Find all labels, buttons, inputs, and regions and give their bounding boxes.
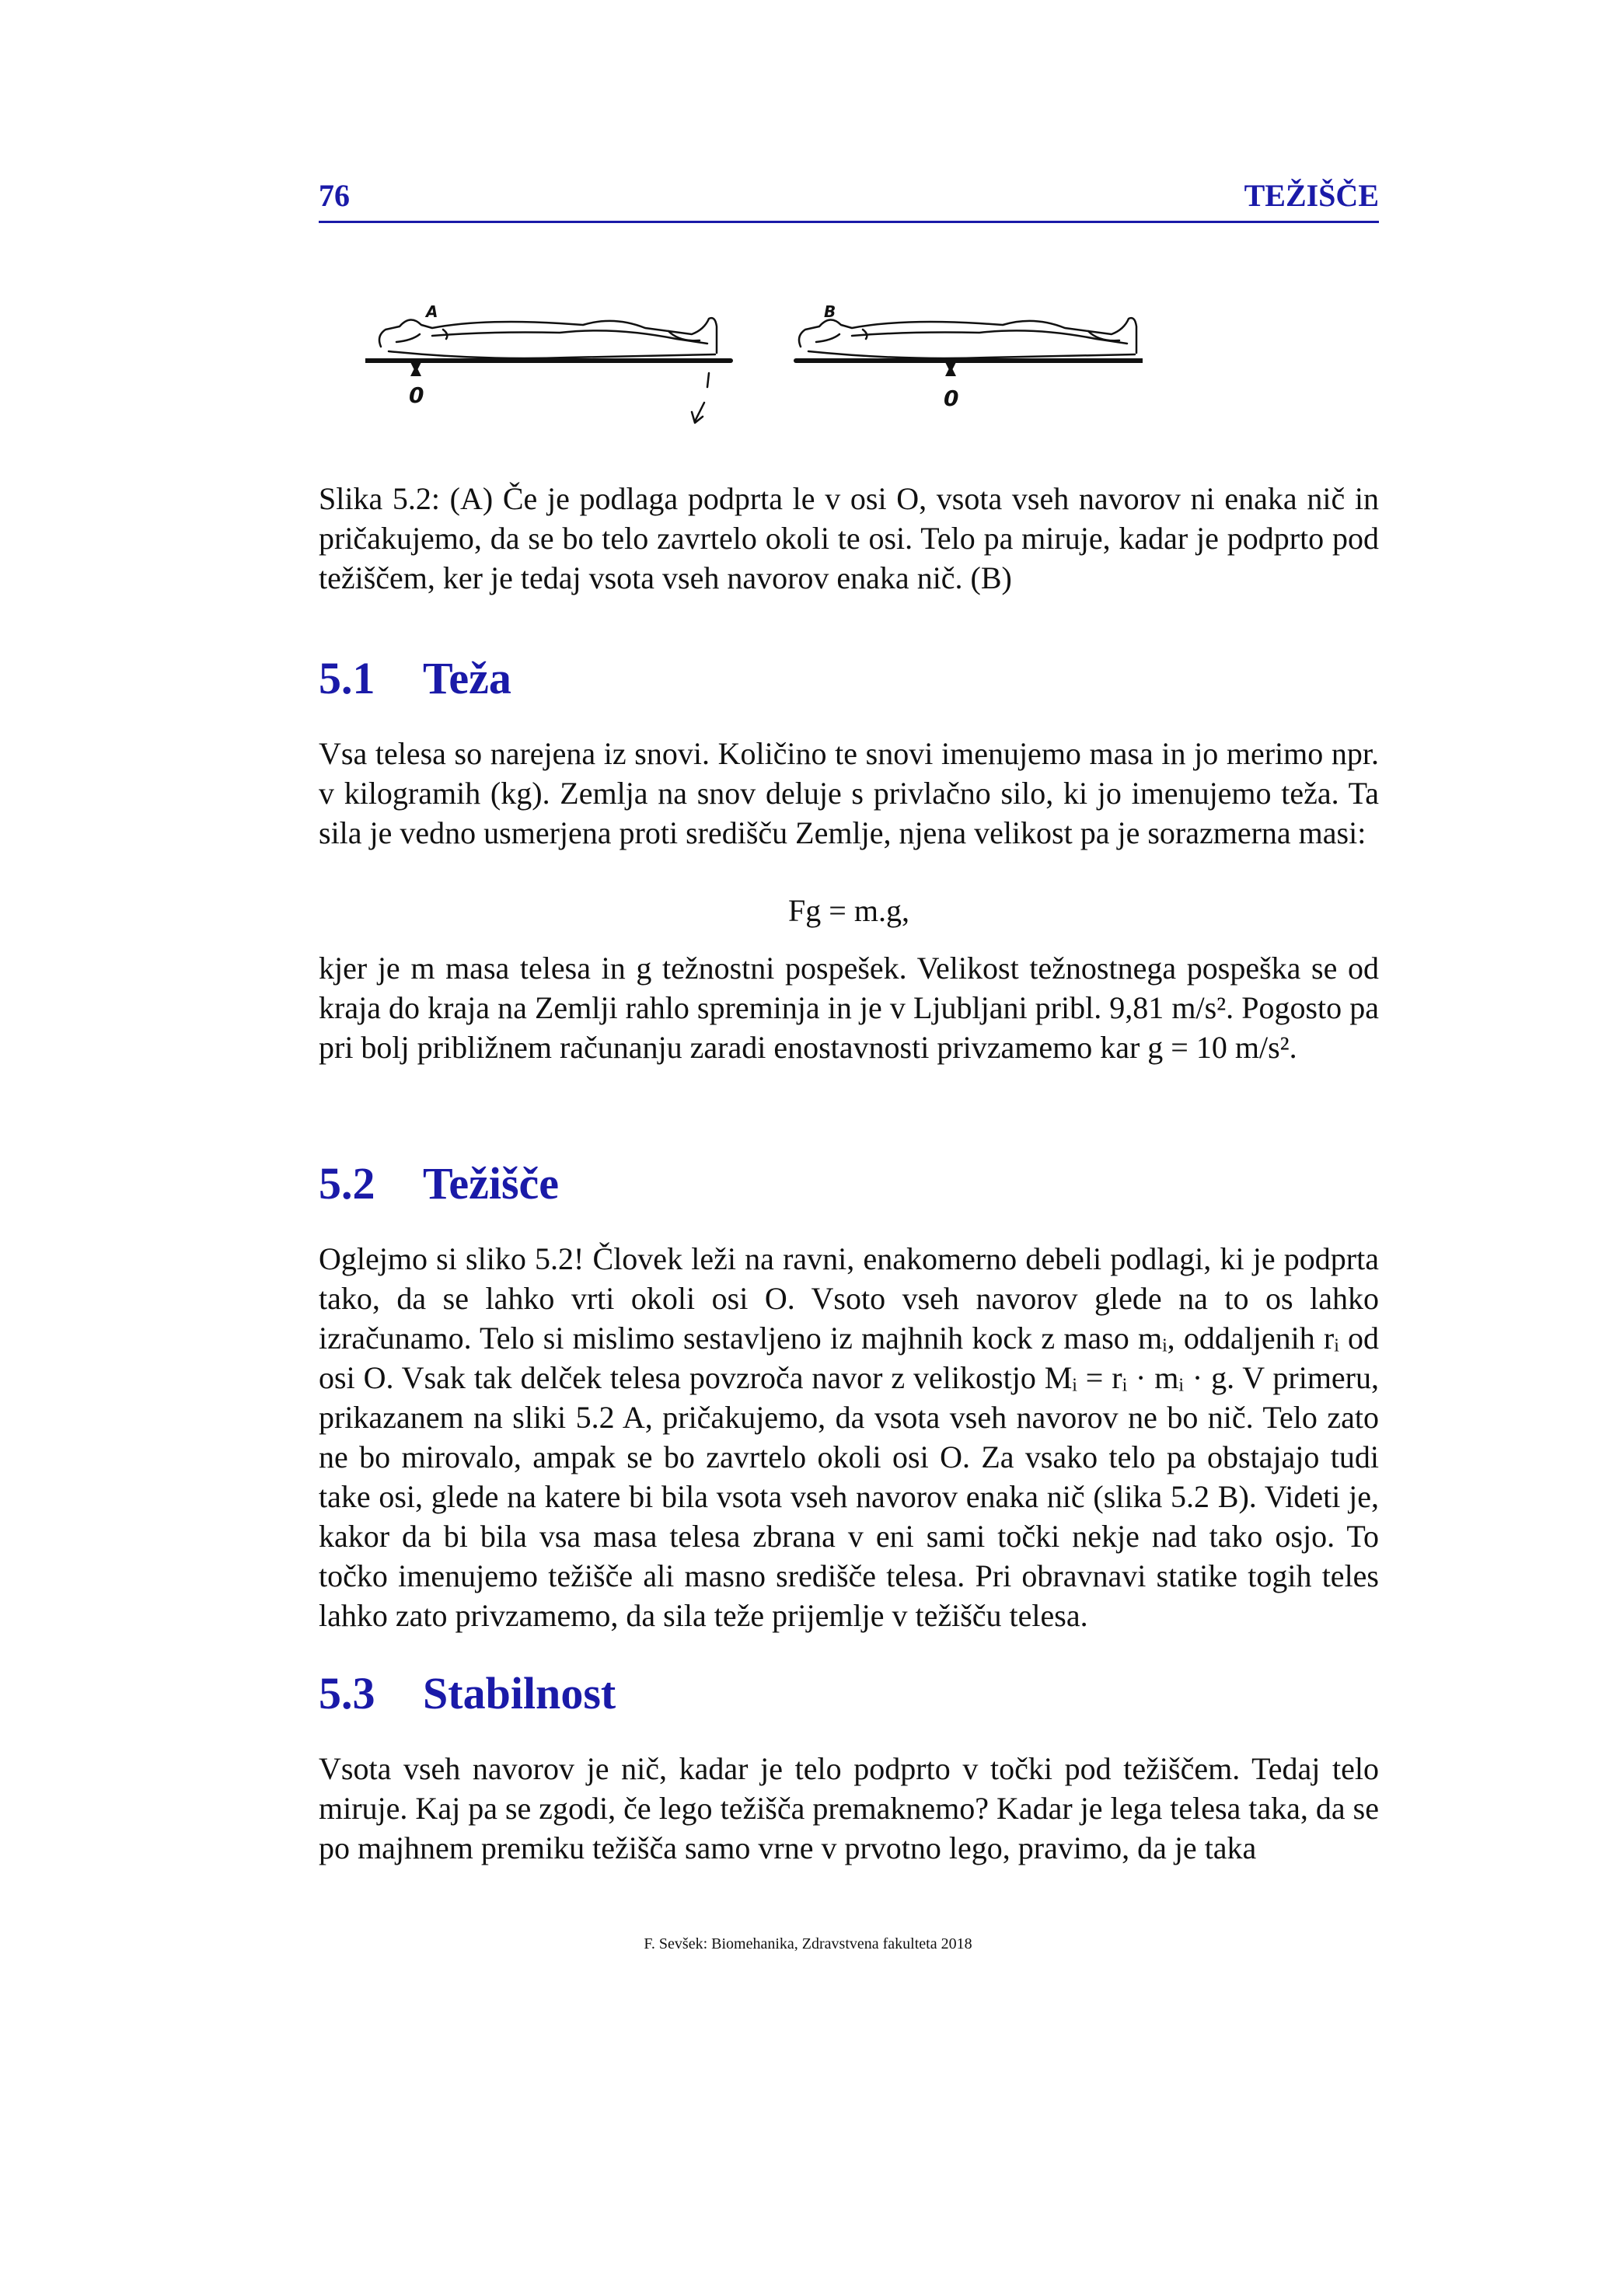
figure-label-b: B (824, 302, 836, 321)
figure-caption: Slika 5.2: (A) Če je podlaga podprta le v osi O, vsota vseh navorov ni enaka nič in pričakujemo, da se bo telo zavrtelo okoli te osi. Telo pa miruje, kadar je podprto pod težiščem, ker je tedaj vsota vseh navorov enaka nič. (B) (319, 481, 1379, 595)
section-number: 5.3 (319, 1668, 375, 1719)
section-number: 5.1 (319, 653, 375, 703)
figure-5-2 (365, 295, 1143, 451)
figure-label-a: A (426, 302, 438, 321)
section-5-3-paragraph-1: Vsota vseh navorov je nič, kadar je telo podprto v točki pod težiščem. Tedaj telo miruje. Kaj pa se zgodi, če lego težišča premaknemo? Kadar je lega telesa taka, da se po majhnem premiku težišča samo vrne v prvotno lego, pravimo, da je taka (319, 1751, 1379, 1865)
section-5-2-paragraph-1: Oglejmo si sliko 5.2! Človek leži na ravni, enakomerno debeli podlagi, ki je podprta tako, da se lahko vrti okoli osi O. Vsoto vseh navorov glede na to os lahko izračunamo. Telo si mislimo sestavljeno iz majhnih kock z maso mᵢ, oddaljenih rᵢ od osi O. Vsak tak delček telesa povzroča navor z velikostjo Mᵢ = rᵢ · mᵢ · g. V primeru, prikazanem na sliki 5.2 A, pričakujemo, da vsota vseh navorov ne bo nič. Telo zato ne bo mirovalo, ampak se bo zavrtelo okoli osi O. Za vsako telo pa obstajajo tudi take osi, glede na katere bi bila vsota vseh navorov enaka nič (slika 5.2 B). Videti je, kakor da bi bila vsa masa telesa zbrana v eni sami točki nekje nad tako osjo. To točko imenujemo težišče ali masno središče telesa. Pri obravnavi statike togih teles lahko zato privzamemo, da sila teže prijemlje v težišču telesa. (319, 1241, 1379, 1633)
section-5-1-paragraph-1: Vsa telesa so narejena iz snovi. Količino te snovi imenujemo masa in jo merimo npr. v kilogramih (kg). Zemlja na snov deluje s privlačno silo, ki jo imenujemo teža. Ta sila je vedno usmerjena proti središču Zemlje, njena velikost pa je sorazmerna masi: (319, 736, 1379, 850)
page-footer: F. Sevšek: Biomehanika, Zdravstvena fakulteta 2018 (644, 1935, 972, 1952)
section-title: Stabilnost (423, 1668, 616, 1719)
section-heading-5-1 (319, 651, 511, 706)
section-title: Težišče (423, 1158, 560, 1209)
figure-panel-a (365, 302, 731, 423)
running-header (319, 177, 1379, 223)
section-number: 5.2 (319, 1158, 375, 1209)
figure-pivot-label-b: 0 (944, 386, 959, 411)
section-heading-5-2 (319, 1157, 559, 1211)
figure-pivot-label-a: 0 (409, 382, 424, 408)
figure-panel-b (796, 302, 1143, 411)
section-5-1-paragraph-2: kjer je m masa telesa in g težnostni pospešek. Velikost težnostnega pospeška se od kraja do kraja na Zemlji rahlo spreminja in je v Ljubljani pribl. 9,81 m/s². Pogosto pa pri bolj približnem računanju zaradi enostavnosti privzamemo kar g = 10 m/s². (319, 951, 1379, 1065)
page-number: 76 (319, 178, 350, 213)
equation-weight: Fg = m.g, (788, 893, 909, 928)
section-title: Teža (423, 653, 511, 703)
chapter-title: TEŽIŠČE (1244, 178, 1379, 213)
section-heading-5-3 (319, 1666, 616, 1721)
